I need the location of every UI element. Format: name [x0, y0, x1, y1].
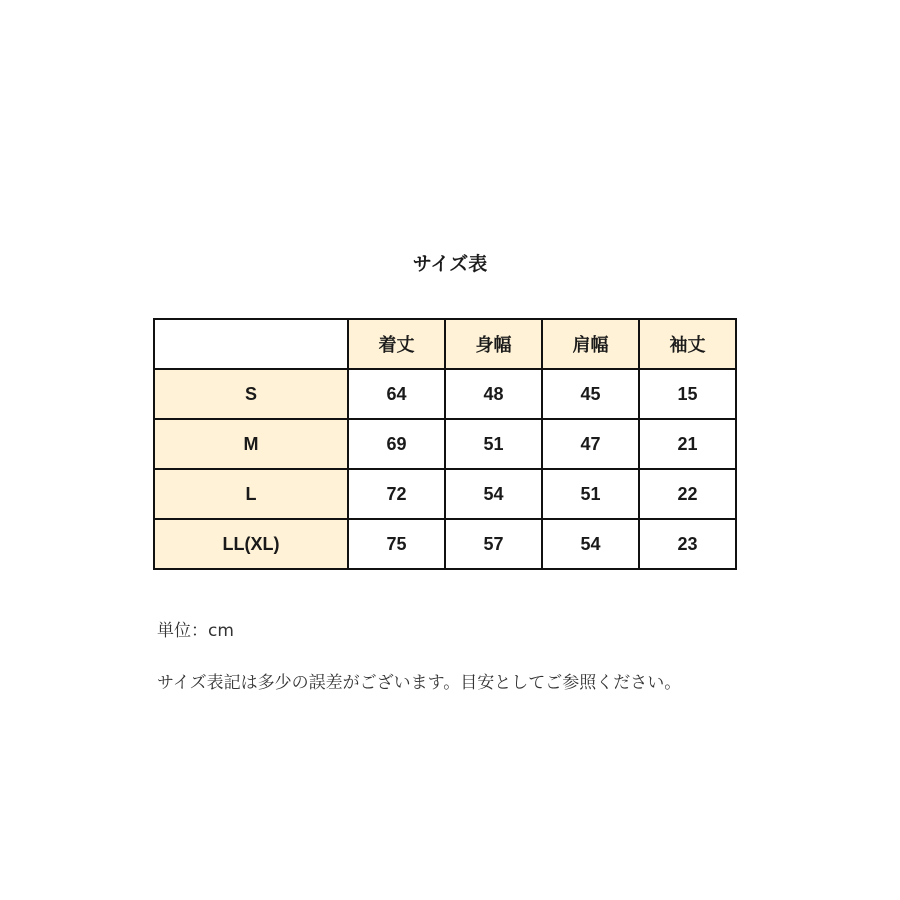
- table-cell: 54: [445, 469, 542, 519]
- table-row: [154, 369, 736, 419]
- table-cell: 75: [348, 519, 445, 569]
- disclaimer-note: サイズ表記は多少の誤差がございます。目安としてご参照ください。: [157, 673, 682, 693]
- size-table: [153, 318, 737, 570]
- table-cell: 47: [542, 419, 639, 469]
- column-header: 袖丈: [639, 319, 736, 369]
- table-cell: 69: [348, 419, 445, 469]
- row-header: S: [154, 369, 348, 419]
- table-row: [154, 519, 736, 569]
- table-cell: 45: [542, 369, 639, 419]
- row-header: M: [154, 419, 348, 469]
- table-cell: 57: [445, 519, 542, 569]
- column-header: 着丈: [348, 319, 445, 369]
- unit-note: 単位：cm: [157, 621, 234, 641]
- column-header: 肩幅: [542, 319, 639, 369]
- row-header: L: [154, 469, 348, 519]
- table-row: [154, 469, 736, 519]
- table-cell: 15: [639, 369, 736, 419]
- table-cell: 23: [639, 519, 736, 569]
- row-header: LL(XL): [154, 519, 348, 569]
- table-cell: 51: [445, 419, 542, 469]
- table-cell: 54: [542, 519, 639, 569]
- table-cell: 48: [445, 369, 542, 419]
- page-title: サイズ表: [412, 253, 488, 275]
- table-corner-cell: [154, 319, 348, 369]
- table-cell: 64: [348, 369, 445, 419]
- table-cell: 21: [639, 419, 736, 469]
- column-header: 身幅: [445, 319, 542, 369]
- table-cell: 22: [639, 469, 736, 519]
- table-header-row: [154, 319, 736, 369]
- table-cell: 51: [542, 469, 639, 519]
- table-row: [154, 419, 736, 469]
- table-cell: 72: [348, 469, 445, 519]
